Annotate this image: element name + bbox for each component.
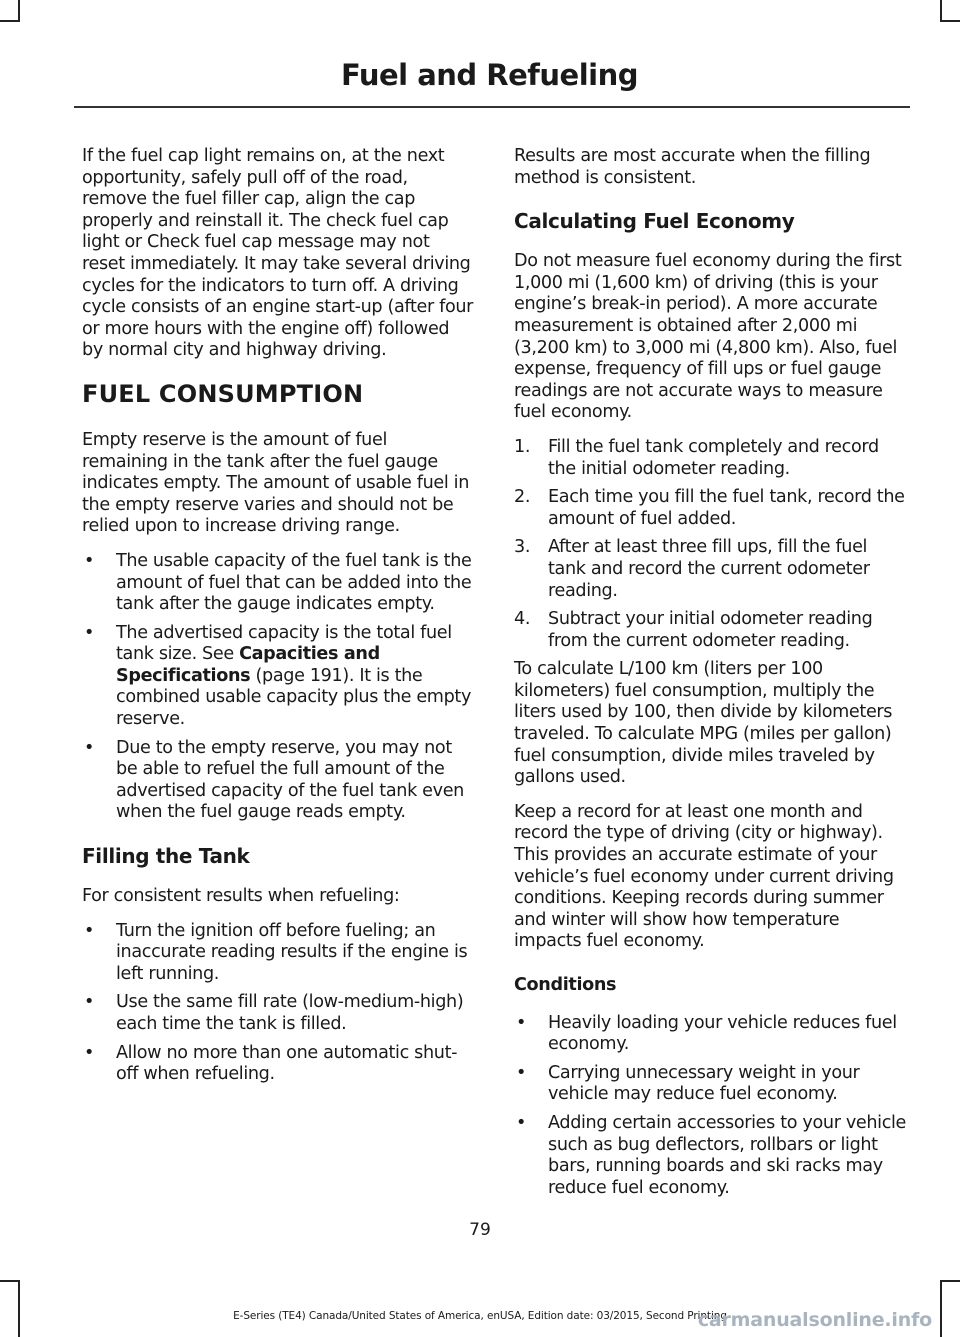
list-item <box>514 487 907 530</box>
bullet-glyph: • <box>516 1112 527 1133</box>
bullet-glyph: • <box>84 737 95 758</box>
list-item-text: Allow no more than one automatic shut-off when refueling. <box>116 1042 458 1085</box>
list-item <box>82 623 475 731</box>
step-number: 4. <box>514 609 531 630</box>
list-item-text: Subtract your initial odometer reading from the current odometer reading. <box>548 609 873 651</box>
bullet-glyph: • <box>84 1042 95 1063</box>
step-number: 3. <box>514 537 531 558</box>
list-item-text: Fill the fuel tank completely and record the initial odometer reading. <box>548 436 879 479</box>
list-item-text: Carrying unnecessary weight in your vehicle may reduce fuel economy. <box>548 1062 860 1105</box>
bullet-glyph: • <box>84 622 95 643</box>
list-item-text: Use the same fill rate (low-medium-high) each time the tank is filled. <box>116 992 464 1034</box>
footer-edition-text: E-Series (TE4) Canada/United States of America, enUSA, Edition date: 03/2015, Second Printing <box>233 1310 727 1322</box>
step-number: 2. <box>514 487 531 508</box>
section-heading-fuel-consumption: FUEL CONSUMPTION <box>82 379 364 408</box>
capacities-specifications-link[interactable]: Capacities and Specifications <box>116 644 380 686</box>
list-item-text: Adding certain accessories to your vehicle such as bug deflectors, rollbars or light bars, running boards and ski racks may reduce fuel economy. <box>548 1112 907 1198</box>
crop-mark-top-right-horizontal <box>940 20 960 22</box>
list-item <box>82 1043 475 1086</box>
filling-intro: For consistent results when refueling: <box>82 886 400 907</box>
list-item <box>514 537 907 602</box>
bullet-glyph: • <box>84 550 95 571</box>
list-item <box>514 437 907 480</box>
list-item-text: Each time you fill the fuel tank, record the amount of fuel added. <box>548 487 905 529</box>
crop-mark-bottom-left-vertical <box>18 1280 20 1337</box>
list-item-text: The usable capacity of the fuel tank is the amount of fuel that can be added into the tank after the gauge indicates empty. <box>116 550 472 615</box>
results-paragraph: Results are most accurate when the filling method is consistent. <box>514 146 871 188</box>
conditions-bullet-list <box>514 1013 907 1200</box>
page-number: 79 <box>469 1220 491 1240</box>
list-item-text: Turn the ignition off before fueling; an inaccurate reading results if the engine is left running. <box>116 920 468 984</box>
list-item-text: Heavily loading your vehicle reduces fuel economy. <box>548 1012 897 1055</box>
right-column <box>514 146 907 1206</box>
calc-intro-paragraph: Do not measure fuel economy during the first 1,000 mi (1,600 km) of driving (this is your engine’s break-in period). A more accurate measurement is obtained after 2,000 mi (3,200 km) to 3,000 mi (4,800 km). Also, fuel expense, frequency of fill ups or fuel gauge readings are not accurate ways to measure fuel economy. <box>514 251 902 423</box>
filling-bullet-list <box>82 921 475 1086</box>
list-item-text: (page 191). It is the combined usable capacity plus the empty reserve. <box>116 665 472 730</box>
list-item <box>82 738 475 824</box>
crop-mark-bottom-right-vertical <box>940 1280 942 1337</box>
list-item <box>82 551 475 616</box>
list-item <box>82 992 475 1035</box>
calc-method-paragraph: To calculate L/100 km (liters per 100 kilometers) fuel consumption, multiply the liters used by 100, then divide by kilometers traveled. To calculate MPG (miles per gallon) fuel consumption, divide miles traveled by gallons used. <box>514 659 893 788</box>
bullet-glyph: • <box>516 1012 527 1033</box>
empty-reserve-paragraph: Empty reserve is the amount of fuel remaining in the tank after the fuel gauge indicates empty. The amount of usable fuel in the empty reserve varies and should not be relied upon to increase driving range. <box>82 429 469 537</box>
steps-list <box>514 437 907 652</box>
list-item <box>514 609 907 652</box>
bullet-glyph: • <box>84 992 95 1013</box>
list-item <box>514 1013 907 1056</box>
header-divider <box>74 106 910 108</box>
watermark-logo: carmanualsonline.info <box>697 1309 932 1331</box>
page-header-title: Fuel and Refueling <box>340 58 638 92</box>
crop-mark-top-right-vertical <box>940 0 942 22</box>
step-number: 1. <box>514 436 531 457</box>
bullet-glyph: • <box>84 920 95 941</box>
list-item-text: The advertised capacity is the total fuel tank size. See <box>116 622 452 665</box>
fuel-cap-paragraph: If the fuel cap light remains on, at the next opportunity, safely pull off of the road, remove the fuel filler cap, align the cap properly and reinstall it. The check fuel cap light or Check fuel cap message may not reset immediately. It may take several driving cycles for the indicators to turn off. A driving cycle consists of an engine start-up (after four or more hours with the engine off) followed by normal city and highway driving. <box>82 146 474 361</box>
left-column <box>82 146 475 1093</box>
crop-mark-bottom-right-horizontal <box>940 1280 960 1282</box>
bullet-glyph: • <box>516 1062 527 1083</box>
list-item-text: After at least three fill ups, fill the fuel tank and record the current odometer reading. <box>548 537 870 601</box>
list-item-text: Due to the empty reserve, you may not be able to refuel the full amount of the advertised capacity of the fuel tank even when the fuel gauge reads empty. <box>116 737 464 823</box>
subheading-calculating-fuel-economy: Calculating Fuel Economy <box>514 209 795 234</box>
list-item <box>82 921 475 986</box>
capacity-bullet-list <box>82 551 475 824</box>
list-item <box>514 1113 907 1199</box>
crop-mark-top-left-horizontal <box>0 20 20 22</box>
list-item <box>514 1063 907 1106</box>
record-paragraph: Keep a record for at least one month and record the type of driving (city or highway). This provides an accurate estimate of your vehicle’s fuel economy under current driving conditions. Keeping records during summer and winter will show how temperature impacts fuel economy. <box>514 801 894 952</box>
subheading-conditions: Conditions <box>514 975 617 995</box>
crop-mark-top-left-vertical <box>18 0 20 22</box>
crop-mark-bottom-left-horizontal <box>0 1280 20 1282</box>
subheading-filling-the-tank: Filling the Tank <box>82 844 250 869</box>
